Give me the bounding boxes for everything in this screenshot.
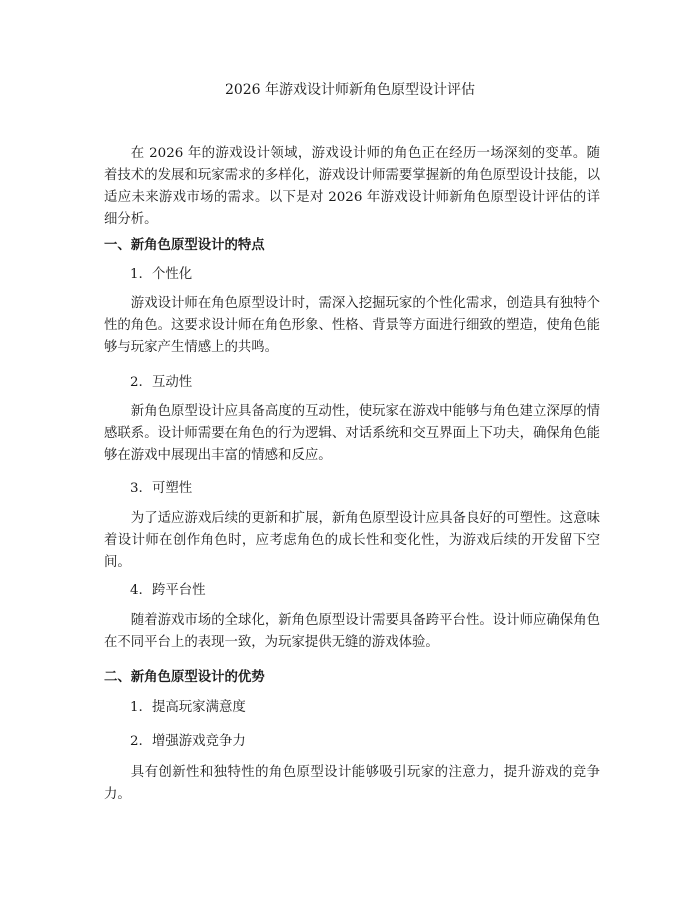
document-title: 2026 年游戏设计师新角色原型设计评估 [224, 82, 476, 98]
section-1-item-4-text: 随着游戏市场的全球化，新角色原型设计需要具备跨平台性。设计师应确保角色在不同平台上的表现一致，为玩家提供无缝的游戏体验。 [104, 613, 600, 650]
item-label: 互动性 [152, 375, 193, 390]
section-1-item-1-text: 游戏设计师在角色原型设计时，需深入挖掘玩家的个性化需求，创造具有独特个性的角色。这要求设计师在角色形象、性格、背景等方面进行细致的塑造，使角色能够与玩家产生情感上的共鸣。 [104, 296, 600, 355]
item-label: 可塑性 [152, 481, 193, 496]
item-number: 4. [130, 583, 143, 598]
item-number: 3. [130, 481, 143, 496]
item-label: 个性化 [152, 267, 193, 282]
section-2-heading: 二、新角色原型设计的优势 [104, 669, 265, 685]
section-1-item-2-text: 新角色原型设计应具备高度的互动性，使玩家在游戏中能够与角色建立深厚的情感联系。设计师需要在角色的行为逻辑、对话系统和交互界面上下功夫，确保角色能够在游戏中展现出丰富的情感和反应。 [104, 404, 600, 463]
section-1-heading: 一、新角色原型设计的特点 [104, 237, 265, 253]
section-2-item-2-text: 具有创新性和独特性的角色原型设计能够吸引玩家的注意力，提升游戏的竞争力。 [104, 765, 600, 802]
section-1-item-2 [130, 372, 192, 394]
section-1-item-4 [130, 580, 206, 602]
section-1-item-1 [130, 264, 192, 286]
item-number: 2. [130, 375, 143, 390]
section-2-item-1 [130, 697, 246, 719]
section-1-item-3 [130, 478, 192, 500]
item-label: 增强游戏竞争力 [152, 734, 246, 749]
section-2-item-2 [130, 731, 246, 753]
item-label: 跨平台性 [152, 583, 206, 598]
section-1-item-3-text: 为了适应游戏后续的更新和扩展，新角色原型设计应具备良好的可塑性。这意味着设计师在创作角色时，应考虑角色的成长性和变化性，为游戏后续的开发留下空间。 [104, 511, 600, 570]
item-label: 提高玩家满意度 [152, 700, 246, 715]
intro-paragraph: 在 2026 年的游戏设计领域，游戏设计师的角色正在经历一场深刻的变革。随着技术的发展和玩家需求的多样化，游戏设计师需要掌握新的角色原型设计技能，以适应未来游戏市场的需求。以下是对 2026 年游戏设计师新角色原型设计评估的详细分析。 [104, 146, 600, 227]
item-number: 1. [130, 700, 143, 715]
item-number: 2. [130, 734, 143, 749]
item-number: 1. [130, 267, 143, 282]
